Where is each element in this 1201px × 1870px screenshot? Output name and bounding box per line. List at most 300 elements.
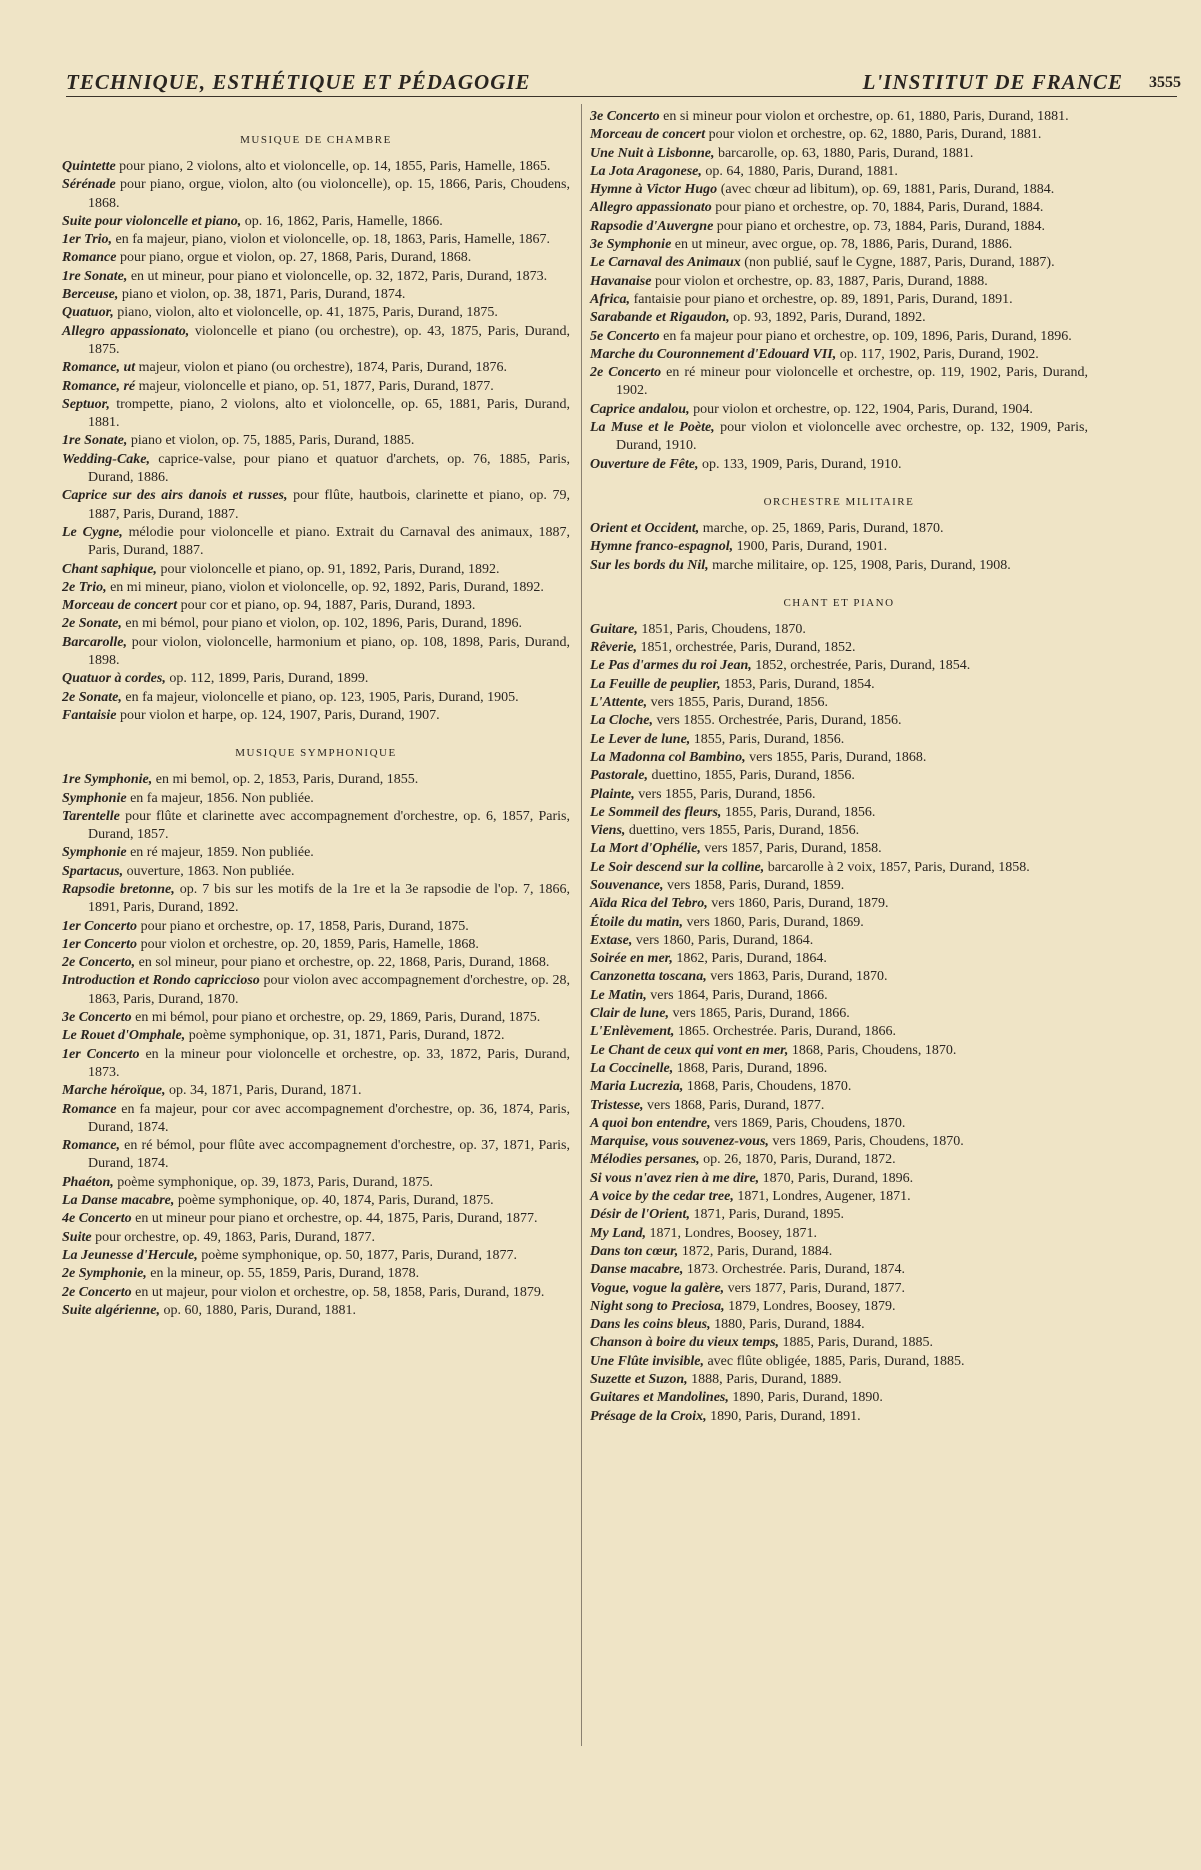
work-details: pour violon et orchestre, op. 122, 1904, Paris, Durand, 1904. — [689, 401, 1033, 417]
catalog-entry — [62, 268, 570, 286]
work-title: 2e Concerto — [590, 365, 662, 381]
catalog-entry — [62, 707, 570, 725]
catalog-entry — [590, 199, 1088, 217]
work-title: Plainte, — [590, 786, 635, 802]
work-title: Le Lever de lune, — [590, 731, 691, 747]
work-title: La Muse et le Poète, — [590, 420, 715, 436]
work-details: en la mineur pour violoncelle et orchestre, op. 33, 1872, Paris, Durand, 1873. — [88, 1046, 570, 1080]
work-details: 1862, Paris, Durand, 1864. — [672, 951, 827, 967]
work-details: en la mineur, op. 55, 1859, Paris, Durand, 1878. — [146, 1266, 420, 1282]
work-title: Berceuse, — [62, 287, 119, 303]
work-title: Guitare, — [590, 621, 638, 637]
header-rule — [66, 96, 1177, 97]
work-details: op. 117, 1902, Paris, Durand, 1902. — [836, 346, 1039, 362]
work-title: 1re Sonate, — [62, 433, 128, 449]
work-title: Quatuor à cordes, — [62, 671, 166, 687]
work-details: pour violon et orchestre, op. 20, 1859, Paris, Hamelle, 1868. — [137, 936, 479, 952]
catalog-entry — [590, 1225, 1088, 1243]
work-title: Marche héroïque, — [62, 1083, 166, 1099]
work-title: Étoile du matin, — [590, 914, 683, 930]
work-details: vers 1868, Paris, Durand, 1877. — [643, 1097, 825, 1113]
catalog-entry — [62, 771, 570, 789]
work-details: fantaisie pour piano et orchestre, op. 89, 1891, Paris, Durand, 1891. — [630, 291, 1013, 307]
work-details: 1879, Londres, Boosey, 1879. — [724, 1298, 896, 1314]
work-details: 1853, Paris, Durand, 1854. — [720, 676, 875, 692]
catalog-entry — [62, 954, 570, 972]
work-details: pour violon et harpe, op. 124, 1907, Paris, Durand, 1907. — [116, 707, 440, 723]
catalog-entry — [62, 844, 570, 862]
work-title: Danse macabre, — [590, 1262, 684, 1278]
work-title: Symphonie — [62, 845, 127, 861]
work-title: Dans les coins bleus, — [590, 1317, 711, 1333]
work-title: Phaéton, — [62, 1174, 114, 1190]
work-title: La Jeunesse d'Hercule, — [62, 1247, 198, 1263]
catalog-entry — [590, 1298, 1088, 1316]
work-details: 1868, Paris, Durand, 1896. — [673, 1060, 828, 1076]
work-details: en fa majeur, piano, violon et violoncelle, op. 18, 1863, Paris, Hamelle, 1867. — [112, 232, 551, 248]
work-title: A voice by the cedar tree, — [590, 1189, 734, 1205]
work-title: Rapsodie d'Auvergne — [590, 218, 714, 234]
work-title: Sérénade — [62, 177, 116, 193]
work-title: Tarentelle — [62, 808, 120, 824]
work-details: en mi bemol, op. 2, 1853, Paris, Durand, 1855. — [152, 772, 419, 788]
work-details: barcarolle à 2 voix, 1857, Paris, Durand, 1858. — [764, 859, 1030, 875]
catalog-entry — [590, 694, 1088, 712]
work-details: vers 1855, Paris, Durand, 1868. — [745, 749, 927, 765]
catalog-entry — [590, 1243, 1088, 1261]
catalog-entry — [62, 323, 570, 360]
catalog-entry — [590, 1133, 1088, 1151]
work-title: Mélodies persanes, — [590, 1152, 700, 1168]
work-details: 1851, orchestrée, Paris, Durand, 1852. — [637, 640, 856, 656]
catalog-entry — [62, 231, 570, 249]
work-details: pour piano et orchestre, op. 73, 1884, Paris, Durand, 1884. — [713, 218, 1045, 234]
catalog-entry — [590, 1334, 1088, 1352]
work-details: piano, violon, alto et violoncelle, op. 41, 1875, Paris, Durand, 1875. — [113, 305, 498, 321]
catalog-entry — [590, 914, 1088, 932]
catalog-entry — [62, 1101, 570, 1138]
work-title: Une Nuit à Lisbonne, — [590, 145, 715, 161]
catalog-entry — [590, 859, 1088, 877]
work-title: Souvenance, — [590, 877, 664, 893]
work-title: Havanaise — [590, 273, 652, 289]
catalog-entry — [62, 1284, 570, 1302]
work-details: 1871, Londres, Boosey, 1871. — [646, 1225, 817, 1241]
work-details: pour violon avec accompagnement d'orchestre, op. 28, 1863, Paris, Durand, 1870. — [88, 973, 570, 1007]
work-title: Le Chant de ceux qui vont en mer, — [590, 1042, 789, 1058]
catalog-entry — [590, 1060, 1088, 1078]
work-details: en sol mineur, pour piano et orchestre, op. 22, 1868, Paris, Durand, 1868. — [135, 955, 550, 971]
work-title: Le Soir descend sur la colline, — [590, 859, 765, 875]
catalog-entry — [62, 176, 570, 213]
catalog-entry — [590, 346, 1088, 364]
work-title: Suzette et Suzon, — [590, 1372, 688, 1387]
work-details: 1871, Paris, Durand, 1895. — [689, 1207, 844, 1223]
work-details: 1855, Paris, Durand, 1856. — [690, 731, 845, 747]
catalog-entry — [62, 524, 570, 561]
work-details: 1868, Paris, Choudens, 1870. — [683, 1079, 852, 1095]
work-details: pour cor et piano, op. 94, 1887, Paris, Durand, 1893. — [177, 598, 476, 614]
work-details: 1890, Paris, Durand, 1890. — [728, 1390, 883, 1406]
catalog-entry — [62, 249, 570, 267]
work-title: 2e Concerto, — [62, 955, 136, 971]
work-title: Hymne à Victor Hugo — [590, 182, 718, 198]
catalog-entry — [62, 432, 570, 450]
work-title: Marche du Couronnement d'Edouard VII, — [590, 346, 837, 362]
catalog-entry — [590, 639, 1088, 657]
work-title: Barcarolle, — [62, 634, 127, 650]
catalog-entry — [590, 932, 1088, 950]
catalog-entry — [62, 1192, 570, 1210]
work-details: vers 1860, Paris, Durand, 1869. — [682, 914, 864, 930]
catalog-entry — [590, 786, 1088, 804]
work-title: Désir de l'Orient, — [590, 1207, 690, 1223]
catalog-entry — [62, 1302, 570, 1320]
work-details: pour piano, 2 violons, alto et violoncelle, op. 14, 1855, Paris, Hamelle, 1865. — [115, 159, 551, 174]
work-title: Romance, ut — [62, 360, 136, 376]
catalog-entry — [62, 1265, 570, 1283]
catalog-entry — [590, 364, 1088, 401]
work-title: Guitares et Mandolines, — [590, 1390, 729, 1406]
catalog-entry — [590, 895, 1088, 913]
catalog-entry — [590, 1206, 1088, 1224]
work-title: Le Pas d'armes du roi Jean, — [590, 658, 752, 674]
work-details: 1852, orchestrée, Paris, Durand, 1854. — [751, 658, 971, 674]
catalog-entry — [62, 1009, 570, 1027]
work-title: 2e Symphonie, — [62, 1266, 147, 1282]
catalog-entry — [590, 950, 1088, 968]
work-details: op. 34, 1871, Paris, Durand, 1871. — [165, 1083, 362, 1099]
catalog-entry — [590, 621, 1088, 639]
work-title: Le Matin, — [590, 987, 647, 1003]
work-title: Caprice sur des airs danois et russes, — [62, 488, 288, 504]
work-title: Symphonie — [62, 790, 127, 806]
section-heading: MUSIQUE DE CHAMBRE — [240, 134, 392, 146]
catalog-entry — [590, 419, 1088, 456]
catalog-entry — [590, 804, 1088, 822]
work-title: Rêverie, — [590, 640, 638, 656]
work-details: barcarolle, op. 63, 1880, Paris, Durand, 1881. — [714, 145, 974, 161]
work-title: Canzonetta toscana, — [590, 969, 707, 985]
catalog-entry — [590, 218, 1088, 236]
work-details: vers 1877, Paris, Durand, 1877. — [724, 1280, 905, 1296]
work-details: vers 1865, Paris, Durand, 1866. — [668, 1006, 850, 1022]
catalog-entry — [590, 1151, 1088, 1169]
work-title: 5e Concerto — [590, 328, 660, 344]
header-right-title: L'INSTITUT DE FRANCE — [862, 70, 1123, 94]
work-details: vers 1864, Paris, Durand, 1866. — [646, 987, 828, 1003]
work-details: marche, op. 25, 1869, Paris, Durand, 1870. — [699, 520, 944, 536]
catalog-entry — [62, 487, 570, 524]
work-details: vers 1855, Paris, Durand, 1856. — [634, 786, 816, 802]
work-title: Quatuor, — [62, 305, 114, 321]
section-heading: CHANT ET PIANO — [783, 596, 895, 609]
catalog-entry — [62, 1174, 570, 1192]
work-title: Clair de lune, — [590, 1006, 669, 1022]
catalog-entry — [590, 1097, 1088, 1115]
catalog-entry — [62, 597, 570, 615]
catalog-entry — [590, 273, 1088, 291]
work-title: A quoi bon entendre, — [590, 1115, 711, 1131]
work-title: 1re Sonate, — [62, 268, 128, 284]
catalog-entry — [590, 520, 1088, 538]
work-title: Chanson à boire du vieux temps, — [590, 1335, 780, 1351]
catalog-entry — [62, 670, 570, 688]
work-details: vers 1863, Paris, Durand, 1870. — [706, 969, 888, 985]
work-title: Si vous n'avez rien à me dire, — [590, 1170, 760, 1186]
work-title: Fantaisie — [62, 707, 117, 723]
catalog-entry — [590, 1353, 1088, 1371]
work-details: en ré majeur, 1859. Non publiée. — [126, 845, 314, 861]
work-title: 4e Concerto — [62, 1211, 132, 1227]
work-title: Wedding-Cake, — [62, 451, 151, 467]
left-column — [62, 108, 570, 1320]
work-title: Romance, — [62, 1138, 120, 1154]
work-title: Septuor, — [62, 396, 110, 412]
work-title: Dans ton cœur, — [590, 1243, 679, 1259]
work-details: vers 1869, Paris, Choudens, 1870. — [710, 1115, 906, 1131]
catalog-entry — [62, 286, 570, 304]
work-details: en mi mineur, piano, violon et violoncelle, op. 92, 1892, Paris, Durand, 1892. — [106, 579, 544, 595]
work-details: violoncelle et piano (ou orchestre), op. 43, 1875, Paris, Durand, 1875. — [88, 323, 570, 357]
work-details: 1880, Paris, Durand, 1884. — [710, 1317, 865, 1333]
work-title: 2e Trio, — [62, 579, 107, 595]
work-title: L'Enlèvement, — [590, 1024, 675, 1040]
catalog-entry — [62, 1229, 570, 1247]
work-details: en si mineur pour violon et orchestre, op. 61, 1880, Paris, Durand, 1881. — [659, 109, 1069, 124]
catalog-entry — [62, 378, 570, 396]
work-title: 1er Concerto — [62, 1046, 140, 1062]
work-title: Extase, — [590, 932, 633, 948]
catalog-entry — [62, 304, 570, 322]
work-title: Viens, — [590, 823, 626, 839]
work-details: 1865. Orchestrée. Paris, Durand, 1866. — [674, 1024, 897, 1040]
work-title: 1er Concerto — [62, 918, 138, 934]
work-title: Aïda Rica del Tebro, — [590, 896, 708, 912]
work-details: ouverture, 1863. Non publiée. — [123, 863, 295, 879]
work-details: en ut majeur, pour violon et orchestre, op. 58, 1858, Paris, Durand, 1879. — [131, 1284, 545, 1300]
work-title: Rapsodie bretonne, — [62, 881, 175, 897]
work-details: 1871, Londres, Augener, 1871. — [733, 1189, 911, 1205]
catalog-entry — [62, 634, 570, 671]
work-details: op. 133, 1909, Paris, Durand, 1910. — [698, 456, 902, 472]
work-title: Vogue, vogue la galère, — [590, 1280, 725, 1296]
catalog-entry — [590, 401, 1088, 419]
work-details: mélodie pour violoncelle et piano. Extrait du Carnaval des animaux, 1887, Paris, Durand, 1887. — [88, 524, 570, 559]
work-details: 1890, Paris, Durand, 1891. — [706, 1408, 861, 1424]
catalog-entry — [590, 1115, 1088, 1133]
catalog-entry — [590, 145, 1088, 163]
work-details: caprice-valse, pour piano et quatuor d'archets, op. 76, 1885, Paris, Durand, 1886. — [88, 451, 570, 486]
work-title: La Madonna col Bambino, — [590, 749, 746, 765]
work-details: (avec chœur ad libitum), op. 69, 1881, Paris, Durand, 1884. — [717, 182, 1055, 198]
catalog-entry — [62, 808, 570, 845]
work-title: La Cloche, — [590, 713, 653, 729]
catalog-entry — [62, 790, 570, 808]
work-details: op. 7 bis sur les motifs de la 1re et la 3e rapsodie de l'op. 7, 1866, 1891, Paris, Durand, 1892. — [88, 881, 570, 916]
work-title: Le Sommeil des fleurs, — [590, 804, 722, 820]
catalog-entry — [590, 126, 1088, 144]
catalog-entry — [62, 158, 570, 176]
work-details: 1873. Orchestrée. Paris, Durand, 1874. — [683, 1262, 905, 1278]
catalog-entry — [590, 163, 1088, 181]
catalog-entry — [590, 1316, 1088, 1334]
work-title: Quintette — [62, 159, 116, 174]
catalog-entry — [62, 1027, 570, 1045]
work-details: 1868, Paris, Choudens, 1870. — [788, 1042, 957, 1058]
work-details: en ré bémol, pour flûte avec accompagnement d'orchestre, op. 37, 1871, Paris, Durand, 1874. — [88, 1138, 570, 1172]
catalog-entry — [62, 359, 570, 377]
work-title: 2e Concerto — [62, 1284, 132, 1300]
work-details: duettino, 1855, Paris, Durand, 1856. — [647, 768, 855, 784]
work-details: 1870, Paris, Durand, 1896. — [759, 1170, 914, 1186]
catalog-entry — [62, 863, 570, 881]
catalog-entry — [62, 561, 570, 579]
work-details: vers 1860, Paris, Durand, 1864. — [632, 932, 814, 948]
work-details: pour violon et orchestre, op. 83, 1887, Paris, Durand, 1888. — [651, 273, 988, 289]
work-title: Pastorale, — [590, 768, 648, 784]
work-details: pour violoncelle et piano, op. 91, 1892, Paris, Durand, 1892. — [156, 561, 500, 577]
work-details: vers 1869, Paris, Choudens, 1870. — [768, 1134, 964, 1150]
catalog-entry — [62, 1082, 570, 1100]
work-title: Le Carnaval des Animaux — [590, 255, 741, 271]
catalog-entry — [62, 689, 570, 707]
work-title: Morceau de concert — [62, 598, 178, 614]
work-title: 2e Sonate, — [62, 616, 122, 632]
catalog-entry — [62, 1210, 570, 1228]
work-title: 3e Concerto — [62, 1010, 132, 1026]
work-title: Africa, — [590, 291, 631, 307]
catalog-entry — [590, 309, 1088, 327]
section-heading: MUSIQUE SYMPHONIQUE — [235, 747, 397, 760]
work-details: vers 1857, Paris, Durand, 1858. — [700, 841, 882, 857]
catalog-entry — [62, 213, 570, 231]
work-details: trompette, piano, 2 violons, alto et violoncelle, op. 65, 1881, Paris, Durand, 1881. — [88, 396, 570, 431]
work-details: 1855, Paris, Durand, 1856. — [721, 804, 876, 820]
catalog-entry — [590, 1261, 1088, 1279]
catalog-entry — [590, 181, 1088, 199]
work-details: pour piano et orchestre, op. 70, 1884, Paris, Durand, 1884. — [711, 200, 1044, 216]
work-title: La Mort d'Ophélie, — [590, 841, 701, 857]
work-details: vers 1855, Paris, Durand, 1856. — [647, 695, 828, 711]
catalog-entry — [590, 657, 1088, 675]
catalog-entry — [590, 1078, 1088, 1096]
catalog-entry — [590, 291, 1088, 309]
work-title: 1er Concerto — [62, 936, 138, 952]
catalog-entry — [62, 881, 570, 918]
work-title: La Coccinelle, — [590, 1060, 674, 1076]
work-details: vers 1858, Paris, Durand, 1859. — [663, 877, 845, 893]
catalog-entry — [590, 1042, 1088, 1060]
work-title: Le Cygne, — [62, 524, 123, 540]
catalog-entry — [590, 749, 1088, 767]
work-title: L'Attente, — [590, 695, 648, 711]
work-title: Allegro appassionato — [590, 200, 712, 216]
catalog-entry — [590, 1408, 1088, 1426]
work-details: en ré mineur pour violoncelle et orchestre, op. 119, 1902, Paris, Durand, 1902. — [616, 365, 1088, 399]
work-details: piano et violon, op. 38, 1871, Paris, Durand, 1874. — [118, 287, 406, 303]
work-title: Sur les bords du Nil, — [590, 557, 709, 573]
work-details: en mi bémol, pour piano et orchestre, op. 29, 1869, Paris, Durand, 1875. — [131, 1010, 541, 1026]
work-details: poème symphonique, op. 31, 1871, Paris, Durand, 1872. — [185, 1028, 505, 1044]
work-title: Night song to Preciosa, — [590, 1298, 725, 1314]
work-title: 3e Symphonie — [590, 237, 672, 253]
work-details: op. 93, 1892, Paris, Durand, 1892. — [729, 310, 926, 326]
work-details: op. 64, 1880, Paris, Durand, 1881. — [701, 163, 898, 179]
work-details: op. 112, 1899, Paris, Durand, 1899. — [165, 671, 369, 687]
work-details: marche militaire, op. 125, 1908, Paris, Durand, 1908. — [708, 557, 1011, 573]
catalog-entry — [62, 579, 570, 597]
work-details: piano et violon, op. 75, 1885, Paris, Durand, 1885. — [127, 433, 415, 449]
work-title: Maria Lucrezia, — [590, 1079, 684, 1095]
catalog-entry — [62, 396, 570, 433]
work-title: La Danse macabre, — [62, 1193, 175, 1209]
work-title: Suite pour violoncelle et piano, — [62, 213, 242, 229]
work-title: Suite algérienne, — [62, 1302, 161, 1318]
work-details: pour violon, violoncelle, harmonium et piano, op. 108, 1898, Paris, Durand, 1898. — [88, 634, 570, 669]
work-details: vers 1860, Paris, Durand, 1879. — [707, 896, 889, 912]
work-details: duettino, vers 1855, Paris, Durand, 1856. — [625, 823, 860, 839]
work-details: poème symphonique, op. 50, 1877, Paris, Durand, 1877. — [197, 1247, 517, 1263]
work-details: poème symphonique, op. 40, 1874, Paris, Durand, 1875. — [174, 1193, 494, 1209]
catalog-entry — [590, 968, 1088, 986]
work-title: Allegro appassionato, — [62, 323, 190, 339]
work-details: pour piano, orgue, violon, alto (ou violoncelle), op. 15, 1866, Paris, Choudens, 1868. — [88, 177, 570, 211]
work-title: 1er Trio, — [62, 232, 113, 248]
right-column — [590, 108, 1088, 1426]
work-title: Marquise, vous souvenez-vous, — [590, 1134, 769, 1150]
catalog-entry — [590, 1280, 1088, 1298]
work-title: Soirée en mer, — [590, 951, 673, 967]
catalog-entry — [590, 822, 1088, 840]
catalog-entry — [590, 731, 1088, 749]
work-details: en ut mineur pour piano et orchestre, op. 44, 1875, Paris, Durand, 1877. — [131, 1211, 538, 1227]
work-details: 1851, Paris, Choudens, 1870. — [637, 621, 806, 637]
work-details: en ut mineur, pour piano et violoncelle, op. 32, 1872, Paris, Durand, 1873. — [127, 268, 548, 284]
work-details: pour flûte et clarinette avec accompagnement d'orchestre, op. 6, 1857, Paris, Durand, 1857. — [88, 808, 570, 843]
catalog-entry — [62, 1046, 570, 1083]
work-title: Introduction et Rondo capriccioso — [62, 973, 260, 989]
work-title: Hymne franco-espagnol, — [590, 539, 734, 555]
work-details: op. 26, 1870, Paris, Durand, 1872. — [699, 1152, 896, 1168]
catalog-entry — [62, 615, 570, 633]
catalog-entry — [590, 236, 1088, 254]
catalog-entry — [590, 712, 1088, 730]
work-details: 1885, Paris, Durand, 1885. — [779, 1335, 934, 1351]
catalog-entry — [62, 1247, 570, 1265]
work-details: pour piano, orgue et violon, op. 27, 1868, Paris, Durand, 1868. — [116, 250, 472, 266]
work-title: 3e Concerto — [590, 109, 660, 124]
work-title: Romance — [62, 250, 117, 266]
catalog-entry — [590, 987, 1088, 1005]
work-title: Romance — [62, 1101, 117, 1117]
work-details: pour piano et orchestre, op. 17, 1858, Paris, Durand, 1875. — [137, 918, 469, 934]
catalog-entry — [590, 538, 1088, 556]
catalog-entry — [590, 1005, 1088, 1023]
catalog-entry — [590, 1170, 1088, 1188]
page-number: 3555 — [1149, 74, 1181, 91]
catalog-entry — [590, 767, 1088, 785]
work-details: poème symphonique, op. 39, 1873, Paris, Durand, 1875. — [113, 1174, 433, 1190]
catalog-entry — [590, 1188, 1088, 1206]
work-title: Spartacus, — [62, 863, 124, 879]
work-details: en fa majeur pour piano et orchestre, op. 109, 1896, Paris, Durand, 1896. — [659, 328, 1072, 344]
work-title: Romance, ré — [62, 378, 136, 394]
work-title: My Land, — [590, 1225, 646, 1241]
catalog-entry — [62, 1137, 570, 1174]
work-details: en fa majeur, violoncelle et piano, op. 123, 1905, Paris, Durand, 1905. — [121, 689, 519, 705]
work-details: pour violon et violoncelle avec orchestre, op. 132, 1909, Paris, Durand, 1910. — [616, 420, 1088, 454]
